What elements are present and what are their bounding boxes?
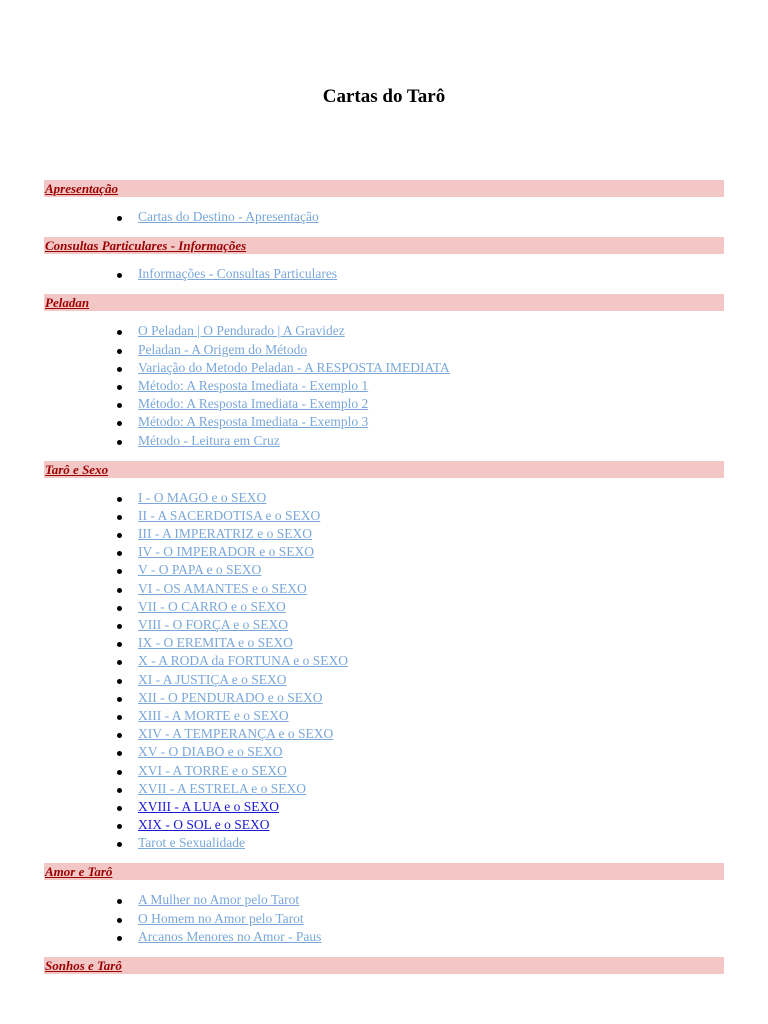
section-heading-link[interactable]: Tarô e Sexo: [45, 461, 109, 477]
list-item: [138, 725, 724, 743]
section-heading-link[interactable]: Peladan: [45, 295, 90, 311]
article-link[interactable]: Arcanos Menores no Amor - Paus: [138, 928, 322, 944]
section-header: [44, 180, 724, 197]
section-link-list: [44, 311, 724, 460]
list-item: [138, 798, 724, 816]
list-item: [138, 780, 724, 798]
article-link[interactable]: I - O MAGO e o SEXO: [138, 489, 267, 505]
list-item: [138, 543, 724, 561]
article-link[interactable]: XVII - A ESTRELA e o SEXO: [138, 780, 306, 796]
list-item: [138, 816, 724, 834]
article-link[interactable]: Variação do Metodo Peladan - A RESPOSTA IMEDIATA: [138, 359, 450, 375]
article-link[interactable]: A Mulher no Amor pelo Tarot: [138, 892, 300, 908]
list-item: [138, 208, 724, 226]
list-item: [138, 891, 724, 909]
list-item: [138, 928, 724, 946]
article-link[interactable]: XV - O DIABO e o SEXO: [138, 744, 283, 760]
article-link[interactable]: XII - O PENDURADO e o SEXO: [138, 689, 323, 705]
article-link[interactable]: Cartas do Destino - Apresentação: [138, 209, 319, 224]
list-item: [138, 707, 724, 725]
list-item: [138, 432, 724, 450]
article-link[interactable]: XIX - O SOL e o SEXO: [138, 817, 270, 833]
list-item: [138, 507, 724, 525]
article-link[interactable]: Informações - Consultas Particulares: [138, 266, 338, 282]
list-item: [138, 652, 724, 670]
article-link[interactable]: XI - A JUSTIÇA e o SEXO: [138, 671, 287, 687]
article-link[interactable]: II - A SACERDOTISA e o SEXO: [138, 507, 321, 523]
article-link[interactable]: V - O PAPA e o SEXO: [138, 562, 262, 578]
list-item: [138, 561, 724, 579]
sections-container: [44, 180, 724, 974]
list-item: [138, 834, 724, 852]
list-item: [138, 395, 724, 413]
section-heading-link[interactable]: Consultas Particulares - Informações: [45, 238, 247, 254]
list-item: [138, 359, 724, 377]
article-link[interactable]: XVI - A TORRE e o SEXO: [138, 762, 287, 778]
article-link[interactable]: XIII - A MORTE e o SEXO: [138, 707, 289, 723]
article-link[interactable]: III - A IMPERATRIZ e o SEXO: [138, 526, 312, 542]
section-header: [44, 237, 724, 254]
list-item: [138, 762, 724, 780]
article-link[interactable]: VII - O CARRO e o SEXO: [138, 598, 286, 614]
list-item: [138, 598, 724, 616]
article-link[interactable]: VI - OS AMANTES e o SEXO: [138, 580, 307, 596]
list-item: [138, 322, 724, 340]
section-header: [44, 294, 724, 311]
list-item: [138, 743, 724, 761]
article-link[interactable]: O Homem no Amor pelo Tarot: [138, 910, 304, 926]
article-link[interactable]: XIV - A TEMPERANÇA e o SEXO: [138, 726, 334, 742]
article-link[interactable]: Método: A Resposta Imediata - Exemplo 2: [138, 396, 369, 412]
article-link[interactable]: Método: A Resposta Imediata - Exemplo 3: [138, 414, 369, 430]
list-item: [138, 265, 724, 283]
section-link-list: [44, 478, 724, 864]
section-heading-link[interactable]: Amor e Tarô: [45, 864, 113, 880]
article-link[interactable]: Método - Leitura em Cruz: [138, 432, 280, 448]
article-link[interactable]: O Peladan | O Pendurado | A Gravidez: [138, 323, 345, 339]
article-link[interactable]: X - A RODA da FORTUNA e o SEXO: [138, 653, 348, 669]
list-item: [138, 489, 724, 507]
section-link-list: [44, 880, 724, 957]
section-link-list: [44, 254, 724, 294]
article-link[interactable]: XVIII - A LUA e o SEXO: [138, 798, 279, 814]
page-title: Cartas do Tarô: [322, 86, 446, 107]
list-item: [138, 671, 724, 689]
article-link[interactable]: Método: A Resposta Imediata - Exemplo 1: [138, 377, 369, 393]
article-link[interactable]: IV - O IMPERADOR e o SEXO: [138, 544, 315, 560]
section-heading-link[interactable]: Apresentação: [45, 181, 118, 196]
list-item: [138, 616, 724, 634]
list-item: [138, 634, 724, 652]
list-item: [138, 910, 724, 928]
article-link[interactable]: Tarot e Sexualidade: [138, 835, 246, 851]
section-header: [44, 461, 724, 478]
list-item: [138, 377, 724, 395]
article-link[interactable]: VIII - O FORÇA e o SEXO: [138, 617, 288, 632]
section-header: [44, 863, 724, 880]
list-item: [138, 413, 724, 431]
section-link-list: [44, 197, 724, 237]
list-item: [138, 689, 724, 707]
article-link[interactable]: Peladan - A Origem do Método: [138, 341, 308, 357]
list-item: [138, 525, 724, 543]
article-link[interactable]: IX - O EREMITA e o SEXO: [138, 635, 293, 651]
list-item: [138, 580, 724, 598]
list-item: [138, 341, 724, 359]
section-heading-link[interactable]: Sonhos e Tarô: [45, 958, 122, 973]
section-header: [44, 957, 724, 974]
